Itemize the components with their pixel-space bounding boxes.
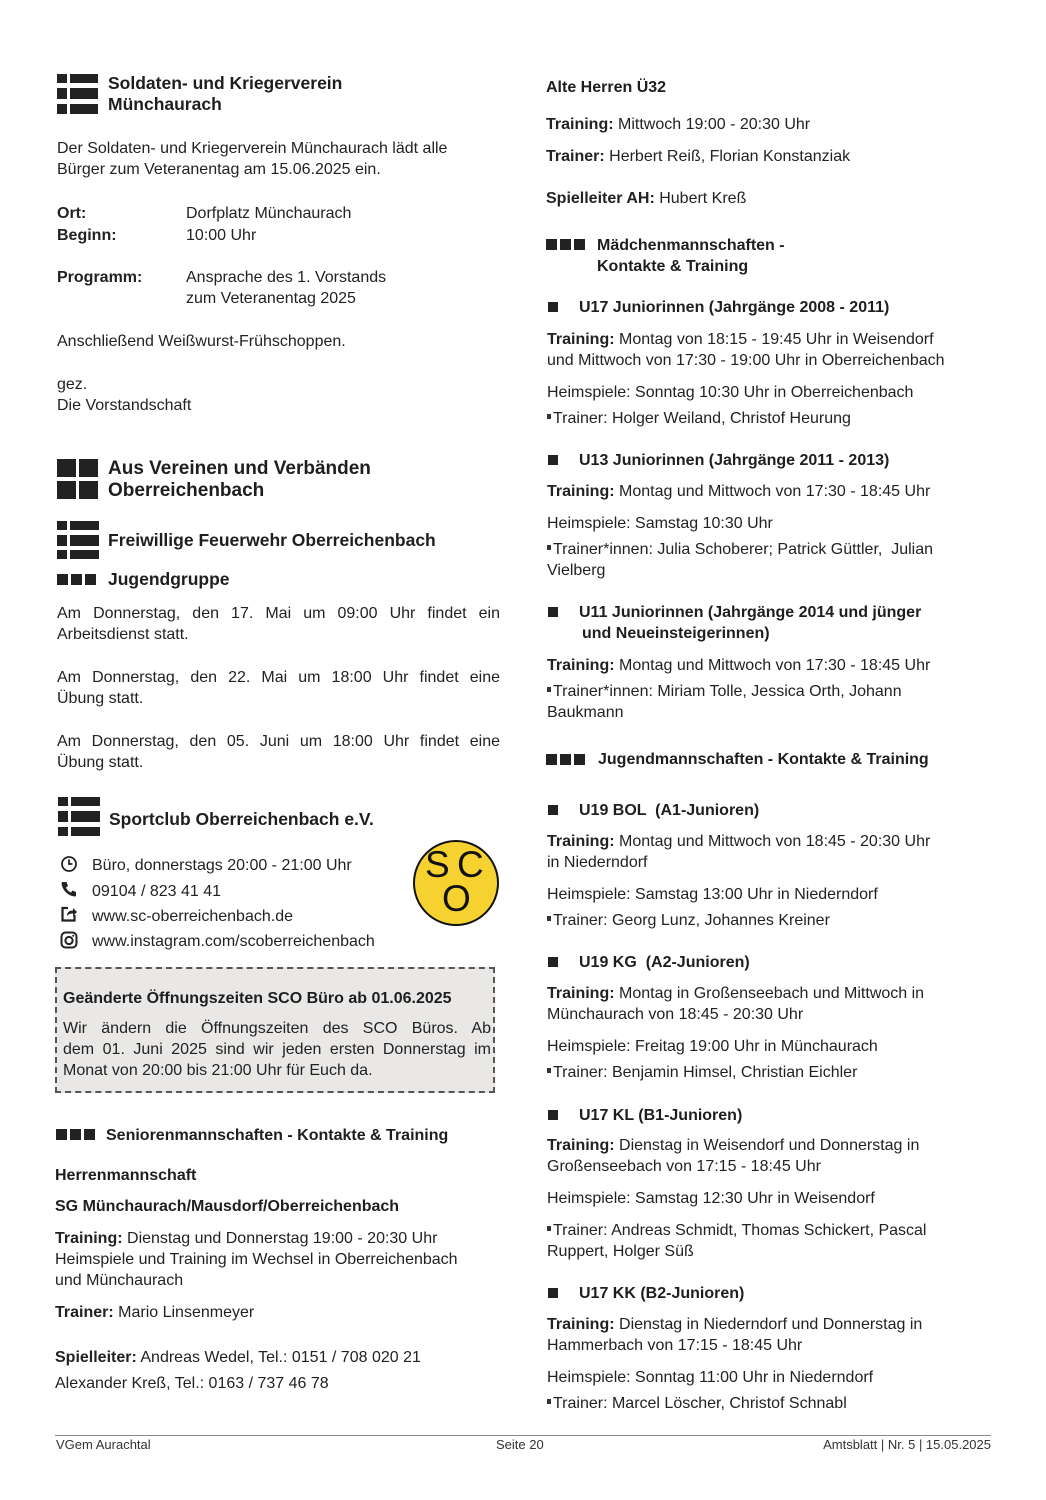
text-line: Heimspiele und Training im Wechsel in Oberreichenbach bbox=[55, 1251, 458, 1268]
text-line bbox=[547, 1314, 922, 1335]
logo-letter: S bbox=[425, 844, 450, 885]
text-line bbox=[547, 329, 945, 350]
title-line: Münchaurach bbox=[108, 94, 222, 114]
value: Trainer: Marcel Löscher, Christof Schnabl bbox=[553, 1395, 847, 1412]
paragraph bbox=[57, 731, 500, 773]
trainer-info bbox=[547, 1062, 857, 1083]
label: Training: bbox=[547, 483, 615, 500]
label: Trainer: bbox=[55, 1304, 114, 1321]
text-line bbox=[55, 1345, 421, 1371]
paragraph bbox=[57, 603, 500, 645]
subsection-title bbox=[597, 235, 785, 277]
section-lines-icon bbox=[58, 797, 100, 837]
bullet-square-icon bbox=[548, 455, 558, 465]
instagram-icon bbox=[60, 931, 78, 949]
bullet-icon bbox=[547, 916, 551, 921]
programm-value bbox=[186, 267, 386, 309]
text-line: Arbeitsdienst statt. bbox=[57, 626, 189, 643]
label: Training: bbox=[547, 985, 615, 1002]
text-line: zum Veteranentag 2025 bbox=[186, 290, 356, 307]
training-info bbox=[547, 481, 930, 502]
anschliessend-text: Anschließend Weißwurst-Frühschoppen. bbox=[57, 333, 346, 350]
heimspiele-info: Heimspiele: Freitag 19:00 Uhr in Münchaurach bbox=[547, 1038, 878, 1055]
heimspiele-info: Heimspiele: Sonntag 10:30 Uhr in Oberreichenbach bbox=[547, 384, 914, 401]
section-title: Sportclub Oberreichenbach e.V. bbox=[109, 809, 374, 829]
notice-title: Geänderte Öffnungszeiten SCO Büro ab 01.06.2025 bbox=[63, 990, 452, 1007]
text-line: Übung statt. bbox=[57, 690, 144, 707]
title-line: Aus Vereinen und Verbänden bbox=[108, 458, 371, 479]
trainer-info bbox=[547, 910, 830, 931]
footer-left: VGem Aurachtal bbox=[56, 1437, 151, 1452]
title-line: U11 Juniorinnen (Jahrgänge 2014 und jünger bbox=[579, 604, 922, 621]
text-line bbox=[547, 539, 933, 560]
spielleiter-info bbox=[546, 188, 746, 209]
sco-logo bbox=[413, 840, 499, 926]
subsection-title: Jugendmannschaften - Kontakte & Training bbox=[598, 751, 929, 768]
footer-divider bbox=[55, 1435, 991, 1436]
value: Trainer: Andreas Schmidt, Thomas Schickert, Pascal bbox=[553, 1222, 927, 1239]
bullet-icon bbox=[547, 414, 551, 419]
label: Training: bbox=[55, 1230, 123, 1247]
training-info bbox=[546, 114, 810, 135]
bullet-icon bbox=[547, 687, 551, 692]
heimspiele-info: Heimspiele: Sonntag 11:00 Uhr in Niederndorf bbox=[547, 1369, 874, 1386]
label: Trainer: bbox=[546, 148, 605, 165]
training-info bbox=[547, 1135, 919, 1177]
bullet-square-icon bbox=[548, 1110, 558, 1120]
footer-right: Amtsblatt | Nr. 5 | 15.05.2025 bbox=[823, 1437, 991, 1452]
training-info bbox=[55, 1228, 458, 1291]
bullet-square-icon bbox=[548, 302, 558, 312]
text-line: Alexander Kreß, Tel.: 0163 / 737 46 78 bbox=[55, 1375, 329, 1392]
text-line bbox=[547, 1135, 919, 1156]
value: Herbert Reiß, Florian Konstanziak bbox=[604, 148, 851, 165]
heimspiele-info: Heimspiele: Samstag 10:30 Uhr bbox=[547, 515, 773, 532]
label: Training: bbox=[546, 116, 614, 133]
label: Training: bbox=[547, 331, 615, 348]
phone-number[interactable]: 09104 / 823 41 41 bbox=[92, 883, 222, 900]
ort-label: Ort: bbox=[57, 205, 87, 222]
team-subtitle: SG Münchaurach/Mausdorf/Oberreichenbach bbox=[55, 1198, 400, 1215]
logo-letter: C bbox=[457, 844, 484, 885]
title-line: Oberreichenbach bbox=[108, 480, 265, 501]
training-info bbox=[547, 329, 945, 371]
section-lines-icon bbox=[57, 521, 99, 561]
team-title: U19 KG (A2-Junioren) bbox=[579, 954, 750, 971]
text-line: dem 01. Juni 2025 sind wir jeden ersten Donnerstag im bbox=[63, 1041, 491, 1058]
paragraph bbox=[57, 667, 500, 709]
clock-icon bbox=[60, 855, 78, 873]
website-link[interactable]: www.sc-oberreichenbach.de bbox=[92, 908, 293, 925]
footer-page-number: Seite 20 bbox=[496, 1437, 544, 1452]
title-line: Mädchenmannschaften - bbox=[597, 237, 785, 254]
label: Training: bbox=[547, 833, 615, 850]
subsection-squares-icon bbox=[57, 574, 99, 586]
text-line: in Niederndorf bbox=[547, 854, 648, 871]
text-line: Großenseebach von 17:15 - 18:45 Uhr bbox=[547, 1158, 821, 1175]
heimspiele-info: Heimspiele: Samstag 13:00 Uhr in Niederndorf bbox=[547, 886, 878, 903]
phone-icon bbox=[60, 880, 78, 898]
subsection-squares-icon bbox=[546, 239, 588, 251]
value: Hubert Kreß bbox=[654, 190, 747, 207]
trainer-info bbox=[547, 408, 851, 429]
value: Trainer: Georg Lunz, Johannes Kreiner bbox=[553, 912, 830, 929]
value: Montag und Mittwoch von 17:30 - 18:45 Uhr bbox=[614, 657, 931, 674]
text-line bbox=[55, 1228, 458, 1249]
label: Spielleiter: bbox=[55, 1349, 137, 1366]
trainer-info bbox=[547, 1393, 847, 1414]
subsection-squares-icon bbox=[546, 754, 588, 766]
value: Trainer*innen: Miriam Tolle, Jessica Orth, Johann bbox=[553, 683, 902, 700]
bullet-square-icon bbox=[548, 957, 558, 967]
team-title: Alte Herren Ü32 bbox=[546, 79, 667, 96]
trainer-info bbox=[547, 539, 933, 581]
value: Montag und Mittwoch von 17:30 - 18:45 Uhr bbox=[614, 483, 931, 500]
text-line: Wir ändern die Öffnungszeiten des SCO Büros. Ab bbox=[63, 1020, 491, 1037]
programm-label: Programm: bbox=[57, 269, 143, 286]
team-title: U19 BOL (A1-Junioren) bbox=[579, 802, 760, 819]
text-line bbox=[547, 1220, 926, 1241]
text-line bbox=[547, 681, 902, 702]
text-line: und Mittwoch von 17:30 - 19:00 Uhr in Oberreichenbach bbox=[547, 352, 945, 369]
bullet-icon bbox=[547, 545, 551, 550]
value: Dienstag in Weisendorf und Donnerstag in bbox=[614, 1137, 920, 1154]
text-line: Am Donnerstag, den 22. Mai um 18:00 Uhr findet eine bbox=[57, 669, 500, 686]
bullet-square-icon bbox=[548, 805, 558, 815]
text-line: Vielberg bbox=[547, 562, 606, 579]
spielleiter-info bbox=[55, 1345, 421, 1397]
external-link-icon bbox=[60, 905, 78, 923]
team-title: Herrenmannschaft bbox=[55, 1167, 197, 1184]
team-title: U17 KK (B2-Junioren) bbox=[579, 1285, 745, 1302]
value: Trainer*innen: Julia Schoberer; Patrick Güttler, Julian bbox=[553, 541, 934, 558]
text-line: und Münchaurach bbox=[55, 1272, 184, 1289]
label: Training: bbox=[547, 1316, 615, 1333]
value: Dienstag in Niederndorf und Donnerstag in bbox=[614, 1316, 923, 1333]
trainer-info bbox=[547, 681, 902, 723]
training-info bbox=[547, 983, 924, 1025]
label: Spielleiter AH: bbox=[546, 190, 655, 207]
title-line: Kontakte & Training bbox=[597, 258, 749, 275]
team-title: U17 KL (B1-Junioren) bbox=[579, 1107, 743, 1124]
notice-text bbox=[63, 1018, 491, 1081]
section-lines-icon bbox=[57, 74, 99, 114]
text-line: Bürger zum Veteranentag am 15.06.2025 ein. bbox=[57, 161, 381, 178]
trainer-info bbox=[547, 1220, 926, 1262]
text-line bbox=[547, 983, 924, 1004]
value: Trainer: Holger Weiland, Christof Heurung bbox=[553, 410, 851, 427]
team-title: U13 Juniorinnen (Jahrgänge 2011 - 2013) bbox=[579, 452, 890, 469]
bullet-icon bbox=[547, 1068, 551, 1073]
text-line: Monat von 20:00 bis 21:00 Uhr für Euch da. bbox=[63, 1062, 373, 1079]
section-title bbox=[108, 458, 371, 502]
team-title bbox=[579, 602, 921, 644]
text-line bbox=[547, 831, 930, 852]
ort-value: Dorfplatz Münchaurach bbox=[186, 205, 352, 222]
beginn-label: Beginn: bbox=[57, 227, 117, 244]
section-grid-icon bbox=[57, 459, 99, 501]
text-line: Am Donnerstag, den 05. Juni um 18:00 Uhr findet eine bbox=[57, 733, 500, 750]
text-line: Der Soldaten- und Kriegerverein Münchaurach lädt alle bbox=[57, 140, 448, 157]
value: Mario Linsenmeyer bbox=[113, 1304, 255, 1321]
label: Training: bbox=[547, 657, 615, 674]
subsection-squares-icon bbox=[56, 1129, 98, 1141]
bullet-square-icon bbox=[548, 1288, 558, 1298]
training-info bbox=[547, 655, 930, 676]
notice-box bbox=[55, 967, 495, 1093]
text-line: Hammerbach von 17:15 - 18:45 Uhr bbox=[547, 1337, 803, 1354]
bullet-icon bbox=[547, 1226, 551, 1231]
section-title bbox=[108, 73, 342, 115]
text-line: Am Donnerstag, den 17. Mai um 09:00 Uhr findet ein bbox=[57, 605, 500, 622]
training-info bbox=[547, 1314, 922, 1356]
text-line: Die Vorstandschaft bbox=[57, 397, 192, 414]
bullet-icon bbox=[547, 1399, 551, 1404]
text-line: Baukmann bbox=[547, 704, 624, 721]
title-line: Soldaten- und Kriegerverein bbox=[108, 73, 343, 93]
trainer-info bbox=[55, 1302, 254, 1323]
value: Dienstag und Donnerstag 19:00 - 20:30 Uhr bbox=[122, 1230, 438, 1247]
heimspiele-info: Heimspiele: Samstag 12:30 Uhr in Weisendorf bbox=[547, 1190, 875, 1207]
value: Montag und Mittwoch von 18:45 - 20:30 Uhr bbox=[614, 833, 931, 850]
trainer-info bbox=[546, 146, 850, 167]
value: Mittwoch 19:00 - 20:30 Uhr bbox=[613, 116, 811, 133]
section-title: Freiwillige Feuerwehr Oberreichenbach bbox=[108, 530, 436, 550]
value: Andreas Wedel, Tel.: 0151 / 708 020 21 bbox=[136, 1349, 421, 1366]
value: Trainer: Benjamin Himsel, Christian Eichler bbox=[553, 1064, 858, 1081]
bullet-square-icon bbox=[548, 607, 558, 617]
label: Training: bbox=[547, 1137, 615, 1154]
value: Montag in Großenseebach und Mittwoch in bbox=[614, 985, 925, 1002]
subsection-title: Jugendgruppe bbox=[108, 569, 230, 589]
text-line: Ruppert, Holger Süß bbox=[547, 1243, 694, 1260]
text-line: Münchaurach von 18:45 - 20:30 Uhr bbox=[547, 1006, 804, 1023]
instagram-link[interactable]: www.instagram.com/scoberreichenbach bbox=[92, 933, 375, 950]
office-hours: Büro, donnerstags 20:00 - 21:00 Uhr bbox=[92, 857, 352, 874]
training-info bbox=[547, 831, 930, 873]
text-line: Übung statt. bbox=[57, 754, 144, 771]
signature-block bbox=[57, 374, 191, 416]
logo-letter: O bbox=[442, 878, 471, 919]
text-line: gez. bbox=[57, 376, 88, 393]
title-line: und Neueinsteigerinnen) bbox=[582, 625, 770, 642]
text-line: Ansprache des 1. Vorstands bbox=[186, 269, 387, 286]
beginn-value: 10:00 Uhr bbox=[186, 227, 257, 244]
intro-paragraph bbox=[57, 138, 447, 180]
team-title: U17 Juniorinnen (Jahrgänge 2008 - 2011) bbox=[579, 299, 890, 316]
value: Montag von 18:15 - 19:45 Uhr in Weisendorf bbox=[614, 331, 934, 348]
subsection-title: Seniorenmannschaften - Kontakte & Training bbox=[106, 1127, 449, 1144]
